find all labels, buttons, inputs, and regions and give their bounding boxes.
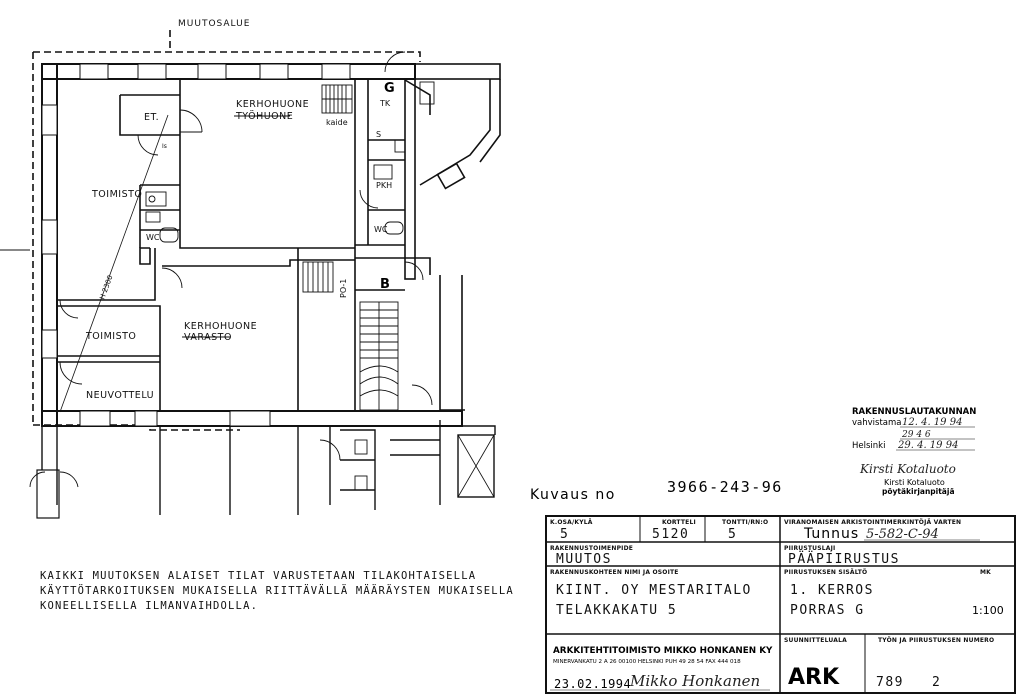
- room-toimisto-1-label: TOIMISTO: [92, 189, 143, 200]
- tb-sisalto-1: 1. KERROS: [790, 583, 874, 598]
- s-label: S: [376, 130, 382, 139]
- tb-h-laji: PIIRUSTUSLAJI: [784, 545, 836, 552]
- room-neuvottelu-label: NEUVOTTELU: [86, 390, 155, 401]
- room-et-label: ET.: [144, 112, 160, 123]
- tb-kortteli: 5120: [652, 527, 690, 542]
- tb-address: MINERVANKATU 2 A 26 00100 HELSINKI PUH 49 28 54 FAX 444 018: [553, 659, 741, 665]
- tb-h-kortteli: KORTTELI: [662, 519, 696, 526]
- tb-toimenpide: MUUTOS: [556, 552, 612, 567]
- kuvaus-number: 3966-243-96: [667, 478, 783, 496]
- tb-h-suunnitteluala: SUUNNITTELUALA: [784, 637, 847, 644]
- stair-b-label: B: [380, 277, 390, 292]
- approval-city: Helsinki: [852, 441, 886, 451]
- tb-ala: ARK: [788, 665, 840, 690]
- po-label: PO-1: [339, 278, 348, 298]
- tb-h-sisalto: PIIRUSTUKSEN SISÄLTÖ: [784, 569, 868, 576]
- diagonal-dimension-line: [60, 115, 168, 412]
- kaide-label: kaide: [326, 118, 348, 127]
- tb-scale: 1:100: [972, 604, 1004, 617]
- diagonal-height-label: H 2300: [98, 274, 115, 301]
- fixtures: [146, 82, 434, 490]
- approval-signer: Kirsti Kotaluoto: [884, 478, 945, 487]
- approval-signature: Kirsti Kotaluoto: [860, 462, 956, 476]
- tb-h-tontti: TONTTI/RN:O: [722, 519, 769, 526]
- tb-tontti: 5: [728, 527, 738, 542]
- tb-kosa: 5: [560, 527, 570, 542]
- tb-kohde-2: TELAKKAKATU 5: [556, 603, 678, 618]
- room-kerhohuone-top-label: KERHOHUONE: [236, 99, 310, 110]
- tk-label: TK: [380, 99, 391, 108]
- change-area-label: MUUTOSALUE: [178, 19, 251, 29]
- approval-ref: 29 4 6: [902, 430, 931, 440]
- tb-tyo-no: 789: [876, 675, 904, 690]
- interior-walls: [57, 79, 465, 411]
- tb-signature: Mikko Honkanen: [630, 672, 761, 690]
- approval-stamp: [852, 407, 976, 496]
- approval-confirmed-label: vahvistama: [852, 418, 902, 428]
- approval-signer-role: pöytäkirjanpitäjä: [882, 487, 955, 496]
- change-area-boundary: [0, 30, 420, 430]
- tb-sisalto-2: PORRAS G: [790, 603, 865, 618]
- note-line-1: KAIKKI MUUTOKSEN ALAISET TILAT VARUSTETAAN TILAKOHTAISELLA: [40, 570, 477, 582]
- tb-laji: PÄÄPIIRUSTUS: [788, 552, 900, 567]
- tb-h-numero: TYÖN JA PIIRUSTUKSEN NUMERO: [878, 637, 995, 644]
- note-line-3: KONEELLISELLA ILMANVAIHDOLLA.: [40, 600, 259, 612]
- stairs-g: [322, 85, 352, 113]
- approval-board: RAKENNUSLAUTAKUNNAN: [852, 407, 977, 417]
- pkh-label: PKH: [376, 181, 393, 190]
- title-block-text: [550, 519, 1004, 691]
- wc-1-label: WC: [146, 233, 160, 242]
- tb-kohde-1: KIINT. OY MESTARITALO: [556, 583, 752, 598]
- tb-date: 23.02.1994: [554, 677, 632, 691]
- tb-h-kosa: K.OSA/KYLÄ: [550, 519, 593, 526]
- right-wing-walls: [405, 64, 500, 279]
- stair-g-label: G: [384, 81, 395, 96]
- approval-confirmed-date: 12. 4. 19 94: [902, 417, 963, 428]
- tb-tunnus-label: Tunnus: [804, 526, 860, 542]
- tb-h-kohde: RAKENNUSKOHTEEN NIMI JA OSOITE: [550, 569, 679, 576]
- kuvaus-label: Kuvaus no: [530, 487, 616, 503]
- room-kerhohuone-bottom-label: KERHOHUONE: [184, 321, 258, 332]
- is-label: Is: [162, 143, 167, 150]
- room-varasto-old-label: VARASTO: [184, 332, 232, 343]
- approval-city-date: 29. 4. 19 94: [898, 440, 959, 451]
- lower-partial-rooms: [37, 420, 495, 518]
- tb-tunnus-value: 5-582-C-94: [866, 527, 939, 542]
- wc-2-label: WC: [374, 225, 388, 234]
- tb-h-tunnus: VIRANOMAISEN ARKISTOINTIMERKINTÖJÄ VARTEN: [784, 519, 962, 526]
- tb-h-mk: MK: [980, 569, 992, 576]
- note-line-2: KÄYTTÖTARKOITUKSEN MUKAISELLA RIITTÄVÄLLÄ MÄÄRÄYSTEN MUKAISELLA: [40, 585, 514, 597]
- tb-h-toimenpide: RAKENNUSTOIMENPIDE: [550, 545, 634, 552]
- tb-piir-no: 2: [932, 675, 942, 690]
- ventilation-note: [40, 569, 514, 614]
- room-tyohuone-old-label: TYÖHUONE: [236, 111, 294, 122]
- tb-office: ARKKITEHTITOIMISTO MIKKO HONKANEN KY: [553, 646, 773, 656]
- room-toimisto-2-label: TOIMISTO: [86, 331, 137, 342]
